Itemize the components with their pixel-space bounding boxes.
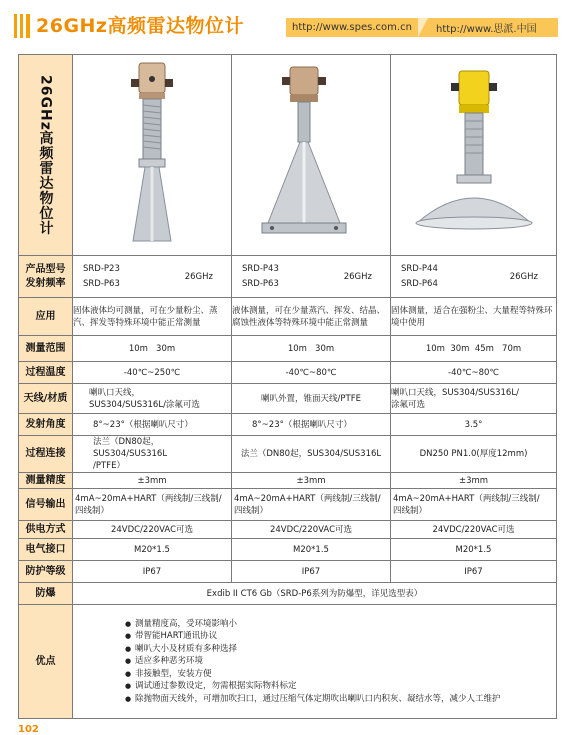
website-url-chinese[interactable]: http://www.思派.中国 (436, 24, 537, 35)
label-accuracy: 测量精度 (19, 473, 73, 489)
cell-protection-1: IP67 (73, 561, 232, 583)
row-output (19, 489, 557, 521)
label-application: 应用 (19, 298, 73, 336)
cell-connection-3: DN250 PN1.0(厚度12mm) (391, 436, 557, 473)
page-number: 102 (18, 724, 39, 735)
cell-power-3: 24VDC/220VAC可选 (391, 521, 557, 539)
label-angle: 发射角度 (19, 414, 73, 436)
cell-angle-2: 8°~23°（根据喇叭尺寸） (232, 414, 391, 436)
cell-connection-1: 法兰（DN80起，SUS304/SUS316L /PTFE） (73, 436, 232, 473)
label-range: 测量范围 (19, 336, 73, 362)
label-advantages: 优点 (19, 605, 73, 719)
row-range (19, 336, 557, 362)
spec-table (18, 54, 557, 719)
row-application (19, 298, 557, 336)
cell-application-2: 液体测量，可在少量蒸汽、挥发、结晶、腐蚀性液体等特殊环境中能正常测量 (232, 298, 391, 336)
cell-accuracy-1: ±3mm (73, 473, 232, 489)
cell-temp-2: -40℃~80℃ (232, 362, 391, 384)
row-power (19, 521, 557, 539)
advantage-item: ● 测量精度高，受环境影响小 (135, 618, 556, 631)
cell-antenna-3: 喇叭口天线，SUS304/SUS316L/ 涂氟可选 (391, 384, 557, 414)
header-accent-bars (14, 14, 30, 38)
advantage-item: ● 喇叭大小及材质有多种选择 (135, 643, 556, 656)
label-protection: 防护等级 (19, 561, 73, 583)
url-bar (286, 18, 558, 37)
label-model-freq: 产品型号 发射频率 (19, 256, 73, 298)
cell-antenna-1: 喇叭口天线， SUS304/SUS316L/涂氟可选 (73, 384, 232, 414)
row-angle (19, 414, 557, 436)
url-divider (418, 18, 428, 37)
row-antenna (19, 384, 557, 414)
cell-power-1: 24VDC/220VAC可选 (73, 521, 232, 539)
website-url[interactable]: http://www.spes.com.cn (292, 22, 412, 33)
label-interface: 电气接口 (19, 539, 73, 561)
page-header (0, 0, 572, 48)
row-explosion (19, 583, 557, 605)
cell-application-1: 固体液体均可测量，可在少量粉尘、蒸汽、挥发等特殊环境中能正常测量 (73, 298, 232, 336)
cell-interface-3: M20*1.5 (391, 539, 557, 561)
advantage-item: ● 适应多种恶劣环境 (135, 655, 556, 668)
row-advantages (19, 605, 557, 719)
cell-accuracy-2: ±3mm (232, 473, 391, 489)
label-power: 供电方式 (19, 521, 73, 539)
cell-advantages (73, 605, 557, 719)
row-model-freq (19, 256, 557, 298)
cell-connection-2: 法兰（DN80起，SUS304/SUS316L (232, 436, 391, 473)
row-protection (19, 561, 557, 583)
row-interface (19, 539, 557, 561)
cell-model-2: SRD-P43 SRD-P63 26GHz (232, 256, 391, 298)
side-title: 26GHz高频雷达物位计 (19, 55, 73, 256)
label-output: 信号输出 (19, 489, 73, 521)
advantage-item: ● 带智能HART通讯协议 (135, 630, 556, 643)
label-antenna: 天线/材质 (19, 384, 73, 414)
row-connection (19, 436, 557, 473)
cell-antenna-2: 喇叭外置，锥面天线/PTFE (232, 384, 391, 414)
cell-temp-1: -40℃~250℃ (73, 362, 232, 384)
cell-output-1: 4mA~20mA+HART（两线制/三线制/ 四线制） (73, 489, 232, 521)
cell-explosion: Exdib II CT6 Gb（SRD-P6系列为防爆型，详见选型表） (73, 583, 557, 605)
product-image-1 (73, 55, 232, 256)
advantage-item: ● 非接触型，安装方便 (135, 668, 556, 681)
cell-protection-2: IP67 (232, 561, 391, 583)
cell-application-3: 固体测量，适合在强粉尘、大量程等特殊环境中使用 (391, 298, 557, 336)
cell-output-2: 4mA~20mA+HART（两线制/三线制/ 四线制） (232, 489, 391, 521)
cell-range-2: 10m 30m (232, 336, 391, 362)
row-temp (19, 362, 557, 384)
label-explosion: 防爆 (19, 583, 73, 605)
cell-protection-3: IP67 (391, 561, 557, 583)
cell-range-1: 10m 30m (73, 336, 232, 362)
product-image-3 (391, 55, 557, 256)
product-image-2 (232, 55, 391, 256)
image-row (19, 55, 557, 256)
cell-model-3: SRD-P44 SRD-P64 26GHz (391, 256, 557, 298)
cell-range-3: 10m 30m 45m 70m (391, 336, 557, 362)
page-title: 26GHz高频雷达物位计 (36, 15, 244, 37)
cell-power-2: 24VDC/220VAC可选 (232, 521, 391, 539)
advantage-item: ● 调试通过参数设定，勿需根据实际物料标定 (135, 680, 556, 693)
cell-output-3: 4mA~20mA+HART（两线制/三线制/ 四线制） (391, 489, 557, 521)
cell-interface-2: M20*1.5 (232, 539, 391, 561)
cell-angle-1: 8°~23°（根据喇叭尺寸） (73, 414, 232, 436)
advantage-item: ● 除抛物面天线外，可增加吹扫口，通过压缩气体定期吹出喇叭口内积灰、凝结水等，减少人工维护 (135, 693, 556, 706)
cell-angle-3: 3.5° (391, 414, 557, 436)
label-temp: 过程温度 (19, 362, 73, 384)
cell-model-1: SRD-P23 SRD-P63 26GHz (73, 256, 232, 298)
advantages-list (73, 612, 556, 712)
cell-interface-1: M20*1.5 (73, 539, 232, 561)
cell-temp-3: -40℃~80℃ (391, 362, 557, 384)
cell-accuracy-3: ±3mm (391, 473, 557, 489)
row-accuracy (19, 473, 557, 489)
label-connection: 过程连接 (19, 436, 73, 473)
